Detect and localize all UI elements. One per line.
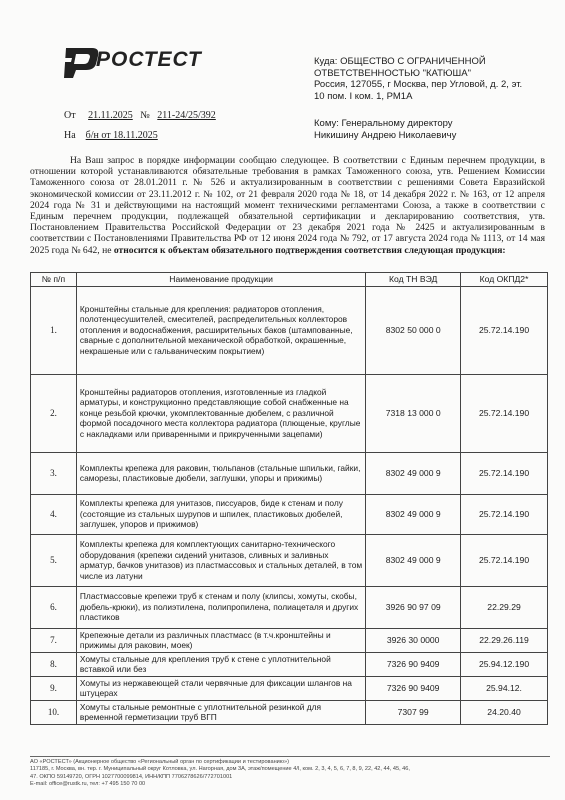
row-okpd: 25.72.14.190 <box>461 374 548 452</box>
row-tn: 7307 99 <box>366 700 461 724</box>
products-table <box>30 272 548 725</box>
recipient-person <box>314 118 456 141</box>
row-name: Крепежные детали из различных пластмасс (в т.ч.кронштейны и прижимы для раковин, моек) <box>76 628 365 652</box>
row-name: Пластмассовые крепежи труб к стенам и полу (клипсы, хомуты, скобы, дюбель-крюки), из полиэтилена, полипропилена, полиацеталя и других пластиков <box>76 586 365 628</box>
table-row <box>31 700 548 724</box>
table-row <box>31 452 548 494</box>
brand-name: РОСТЕСТ <box>96 48 202 71</box>
letter-number: 211-24/25/392 <box>157 110 216 121</box>
address-line: Россия, 127055, г Москва, пер Угловой, д. 2, эт. <box>314 79 523 90</box>
body-bold-tail: относится к объектам обязательного подтверждения соответствия следующая продукция: <box>113 244 506 256</box>
row-tn: 8302 49 000 9 <box>366 534 461 586</box>
row-name: Комплекты крепежа для унитазов, писсуаров, биде к стенам и полу (состоящие из стальных шурупов и шпилек, пластиковых дюбелей, заглушек, упоров и прижимов) <box>76 494 365 534</box>
table-row <box>31 628 548 652</box>
header-tn: Код ТН ВЭД <box>366 273 461 287</box>
row-tn: 7326 90 9409 <box>366 676 461 700</box>
row-num: 1. <box>31 286 77 374</box>
row-name: Кронштейны стальные для крепления: радиаторов отопления, полотенцесушителей, смесителей, распределительных коллекторов отопления и водоснабжения, расширительных баков (штампованные, сварные с дополнительной механической обработкой, окрашенные, некрашеные или с гальваническим покрытием) <box>76 286 365 374</box>
recipient-address <box>314 56 554 102</box>
header-okpd: Код ОКПД2* <box>461 273 548 287</box>
row-tn: 8302 50 000 0 <box>366 286 461 374</box>
row-okpd: 24.20.40 <box>461 700 548 724</box>
table-row <box>31 374 548 452</box>
letter-footer <box>30 756 550 789</box>
row-name: Хомуты стальные ремонтные с уплотнительной резинкой для временной герметизации труб ВГП <box>76 700 365 724</box>
row-num: 4. <box>31 494 77 534</box>
address-line: ОТВЕТСТВЕННОСТЬЮ "КАТЮША" <box>314 67 471 79</box>
row-name: Комплекты крепежа для комплектующих санитарно-технического оборудования (крепежи сидений унитазов, сливных и заливных арматур, бачков унитазов) из пластмассовых и стальных деталей, в том числе из латуни <box>76 534 365 586</box>
header-name: Наименование продукции <box>76 273 365 287</box>
row-okpd: 22.29.29 <box>461 586 548 628</box>
row-num: 9. <box>31 676 77 700</box>
row-name: Комплекты крепежа для раковин, тюльпанов (стальные шпильки, гайки, саморезы, пластиковые дюбели, заглушки, упоры и прижимы) <box>76 452 365 494</box>
row-num: 8. <box>31 652 77 676</box>
row-name: Хомуты стальные для крепления труб к стене с уплотнительной вставкой или без <box>76 652 365 676</box>
row-num: 3. <box>31 452 77 494</box>
row-name: Кронштейны радиаторов отопления, изготовленные из гладкой арматуры, и конструкционно представляющие собой снабженные на конце резьбой крючки, укомплектованные дюбелем, с различной формой посадочного места коллектора радиатора (плющеные, круглые с накладками или приваренными и прикрученными зацепами) <box>76 374 365 452</box>
row-tn: 3926 30 0000 <box>366 628 461 652</box>
table-row <box>31 286 548 374</box>
row-num: 10. <box>31 700 77 724</box>
row-tn: 8302 49 000 9 <box>366 494 461 534</box>
body-paragraph <box>30 155 545 256</box>
reply-label: На <box>64 130 76 141</box>
letter-body <box>30 155 545 256</box>
row-okpd: 25.94.12.190 <box>461 652 548 676</box>
table-row <box>31 652 548 676</box>
table-row <box>31 494 548 534</box>
row-tn: 7326 90 9409 <box>366 652 461 676</box>
row-okpd: 22.29.26.119 <box>461 628 548 652</box>
header-num: № п/п <box>31 273 77 287</box>
row-okpd: 25.72.14.190 <box>461 534 548 586</box>
row-num: 7. <box>31 628 77 652</box>
row-tn: 7318 13 000 0 <box>366 374 461 452</box>
row-num: 6. <box>31 586 77 628</box>
outgoing-ref <box>64 110 216 121</box>
footer-line: 117185, г. Москва, вн. тер. г. Муниципальный округ Котловка, ул. Нагорная, дом 3А, этаж/помещение 4/I, ком. 2, 3, 4, 5, 6, 7, 8, 9, 22, 42, 44, 45, 46, <box>30 766 410 773</box>
row-okpd: 25.72.14.190 <box>461 286 548 374</box>
incoming-ref <box>64 130 158 141</box>
row-name: Хомуты из нержавеющей стали червячные для фиксации шлангов на штуцерах <box>76 676 365 700</box>
footer-line: E-mail: office@rustk.ru, тел: +7 495 150 70 00 <box>30 781 146 788</box>
row-tn: 8302 49 000 9 <box>366 452 461 494</box>
whom-line: Кому: Генеральному директору <box>314 118 453 129</box>
table-header-row <box>31 273 548 287</box>
row-num: 2. <box>31 374 77 452</box>
reply-value: б/н от 18.11.2025 <box>85 130 158 141</box>
row-okpd: 25.72.14.190 <box>461 494 548 534</box>
row-okpd: 25.94.12. <box>461 676 548 700</box>
footer-line: АО «РОСТЕСТ» (Акционерное общество «Региональный орган по сертификации и тестированию») <box>30 759 289 765</box>
body-text: На Ваш запрос в порядке информации сообщаю следующее. В соответствии с Единым перечнем продукции, в отношении которой устанавливаются обязательные требования в рамках Таможенного союза, утв. Решением Комиссии Таможенного союза от 28.01.2011 г. № 526 и актуализированным в соответствии с решениями Совета Евразийской экономической комиссии от 23.11.2012 г. № 102, от 21 февраля 2020 года № 18, от 14 декабря 2022 г. № 163, от 12 апреля 2024 года № 31 и действующими на настоящий момент техническими регламентами Союза, а также в соответствии с Единым перечнем продукции, подлежащей обязательной сертификации и декларированию соответствия, утв. Постановлением Правительства Российской Федерации от 23 декабря 2021 года № 2425 и актуализированным в соответствии с Постановлениями Правительства РФ от 12 июня 2024 года № 792, от 17 августа 2024 года № 1113, от 14 мая 2025 года № 642, не <box>30 155 545 256</box>
whom-line: Никишину Андрею Николаевичу <box>314 129 457 141</box>
number-label: № <box>140 110 150 121</box>
row-num: 5. <box>31 534 77 586</box>
table-row <box>31 676 548 700</box>
letter-date: 21.11.2025 <box>88 110 133 121</box>
address-line: Куда: ОБЩЕСТВО С ОГРАНИЧЕННОЙ <box>314 56 486 67</box>
footer-line: 47. ОКПО 59149720, ОГРН 1027700099814, ИНН/КПП 7706278626/772701001 <box>30 773 233 780</box>
table-row <box>31 586 548 628</box>
table-row <box>31 534 548 586</box>
row-tn: 3926 90 97 09 <box>366 586 461 628</box>
address-line: 10 пом. I ком. 1, РМ1А <box>314 90 413 102</box>
from-label: От <box>64 110 76 121</box>
row-okpd: 25.72.14.190 <box>461 452 548 494</box>
